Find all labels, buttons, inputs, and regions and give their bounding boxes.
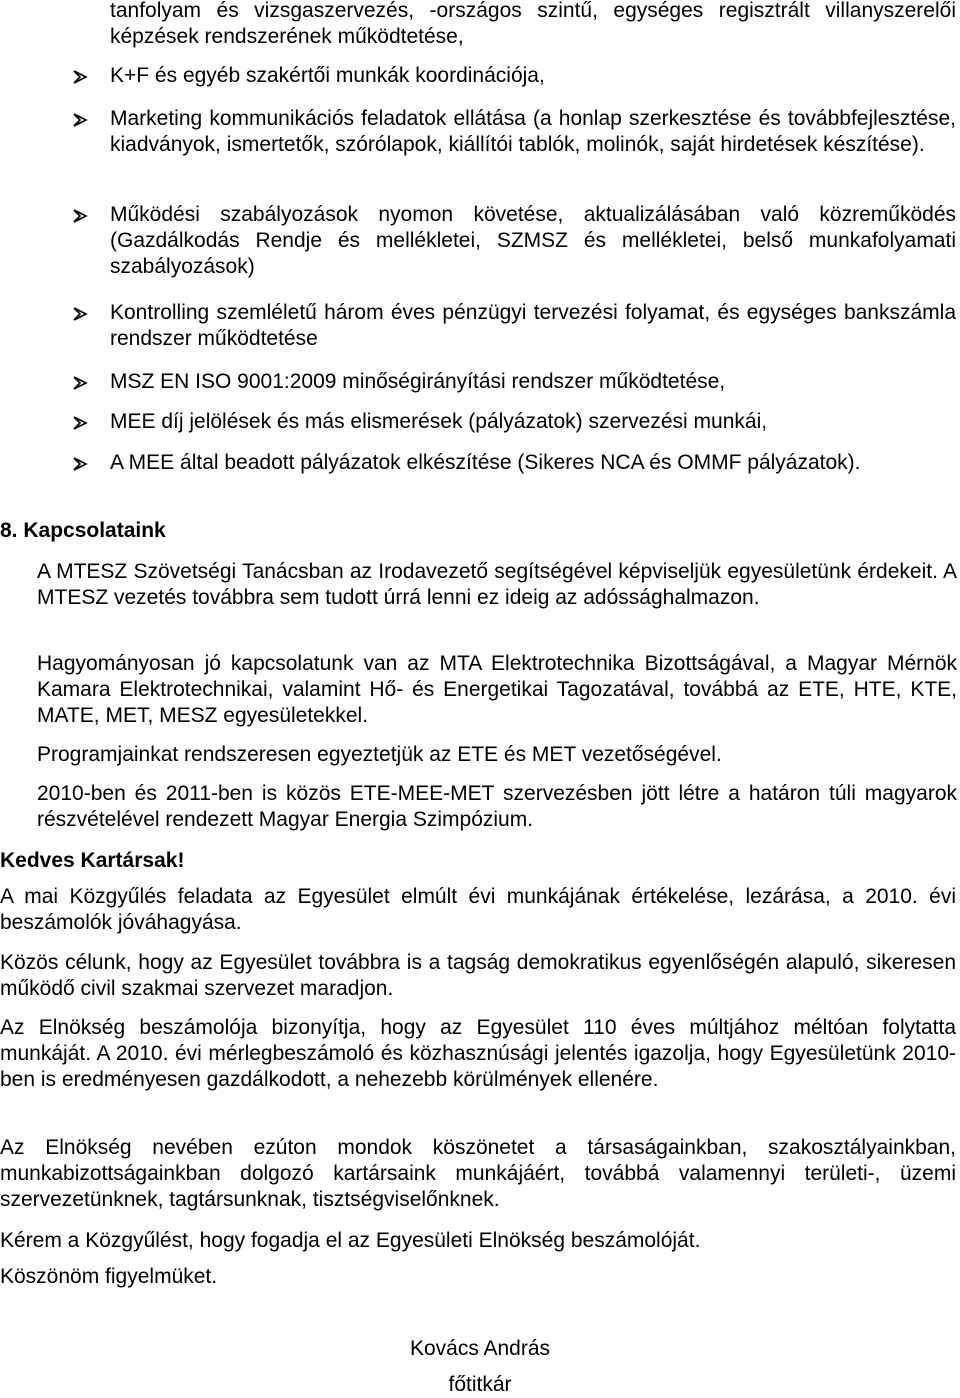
bullet-item	[72, 450, 956, 476]
bullet-text: Működési szabályozások nyomon követése, aktualizálásában való közreműködés (Gazdálkodás Rendje és mellékletei, SZMSZ és mellékletei, belső munkafolyamati szabályozások)	[110, 203, 956, 278]
arrow-bullet-icon	[72, 416, 88, 430]
bullet-item	[72, 202, 956, 280]
closing-paragraph: Közös célunk, hogy az Egyesület továbbra is a tagság demokratikus egyenlőségén alapuló, sikeresen működő civil szakmai szervezet maradjon.	[0, 951, 956, 1000]
signature-title: főtitkár	[448, 1373, 512, 1396]
arrow-bullet-icon	[72, 376, 88, 390]
closing-paragraph: Köszönöm figyelmüket.	[0, 1265, 218, 1288]
closing-paragraph: Kérem a Közgyűlést, hogy fogadja el az Egyesületi Elnökség beszámolóját.	[0, 1229, 701, 1252]
bullet-text: Marketing kommunikációs feladatok ellátása (a honlap szerkesztése és továbbfejlesztése, kiadványok, ismertetők, szórólapok, kiállítói tablók, molinók, saját hirdetések készítése).	[110, 107, 956, 156]
bullet-item	[72, 300, 956, 352]
greeting: Kedves Kartársak!	[0, 849, 185, 872]
arrow-bullet-icon	[72, 113, 88, 127]
bullet-text: MSZ EN ISO 9001:2009 minőségirányítási rendszer működtetése,	[110, 370, 726, 393]
section-paragraph: 2010-ben és 2011-ben is közös ETE-MEE-MET szervezésben jött létre a határon túli magyarok részvételével rendezett Magyar Energia Szimpózium.	[37, 782, 957, 831]
arrow-bullet-icon	[72, 70, 88, 84]
bullet-item	[72, 63, 956, 89]
section-heading: 8. Kapcsolataink	[0, 519, 166, 542]
arrow-bullet-icon	[72, 209, 88, 223]
bullet-text: Kontrolling szemléletű három éves pénzügyi tervezési folyamat, és egységes bankszámla rendszer működtetése	[110, 301, 956, 350]
arrow-bullet-icon	[72, 457, 88, 471]
bullet-text: A MEE által beadott pályázatok elkészítése (Sikeres NCA és OMMF pályázatok).	[110, 451, 861, 474]
section-paragraph: A MTESZ Szövetségi Tanácsban az Irodavezető segítségével képviseljük egyesületünk érdekeit. A MTESZ vezetés továbbra sem tudott úrrá lenni ez ideig az adóssághalmazon.	[37, 560, 957, 609]
closing-paragraph: Az Elnökség beszámolója bizonyítja, hogy az Egyesület 110 éves múltjához méltóan folytatta munkáját. A 2010. évi mérlegbeszámoló és közhasznúsági jelentés igazolja, hogy Egyesületünk 2010-ben is eredményesen gazdálkodott, a nehezebb körülmények ellenére.	[0, 1016, 956, 1091]
bullet-text: MEE díj jelölések és más elismerések (pályázatok) szervezési munkái,	[110, 410, 768, 433]
closing-paragraph: Az Elnökség nevében ezúton mondok köszönetet a társaságainkban, szakosztályainkban, munkabizottságainkban dolgozó kartársaink munkájáért, továbbá valamennyi területi-, üzemi szervezetünknek, tagtársunknak, tisztségviselőnknek.	[0, 1136, 956, 1211]
bullet-item	[72, 409, 956, 435]
arrow-bullet-icon	[72, 307, 88, 321]
closing-paragraph: A mai Közgyűlés feladata az Egyesület elmúlt évi munkájának értékelése, lezárása, a 2010. évi beszámolók jóváhagyása.	[0, 885, 956, 934]
section-paragraph: Hagyományosan jó kapcsolatunk van az MTA Elektrotechnika Bizottságával, a Magyar Mérnök Kamara Elektrotechnikai, valamint Hő- és Energetikai Tagozatával, továbbá az ETE, HTE, KTE, MATE, MET, MESZ egyesületekkel.	[37, 652, 957, 727]
section-paragraph: Programjainkat rendszeresen egyeztetjük az ETE és MET vezetőségével.	[37, 743, 722, 766]
bullet-item	[72, 369, 956, 395]
signature-name: Kovács András	[409, 1337, 551, 1360]
bullet-item	[72, 106, 956, 158]
bullet-continuation: tanfolyam és vizsgaszervezés, -országos szintű, egységes regisztrált villanyszerelői képzések rendszerének működtetése,	[110, 0, 956, 48]
bullet-text: K+F és egyéb szakértői munkák koordinációja,	[110, 64, 545, 87]
